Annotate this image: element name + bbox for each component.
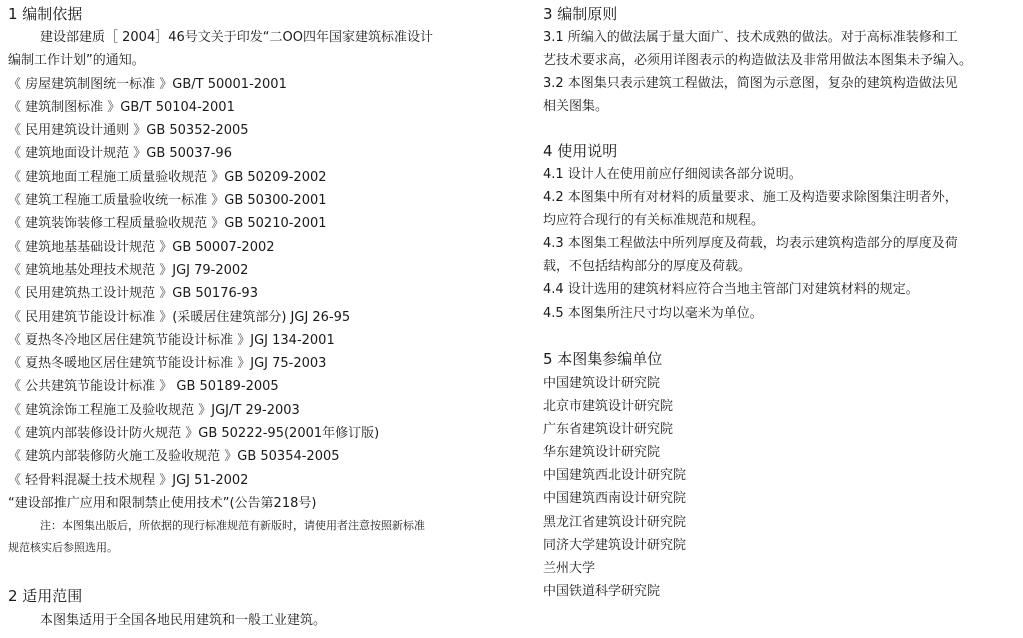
note-line: 注：本图集出版后，所依据的现行标准规范有新版时，请使用者注意按照新标准 (40, 519, 425, 533)
principle-line: 3.2 本图集只表示建筑工程做法，简图为示意图，复杂的建筑构造做法见 (543, 76, 958, 92)
standard-item: 《 民用建筑热工设计规范 》GB 50176-93 (8, 286, 258, 302)
unit-item: 兰州大学 (543, 560, 596, 576)
standard-item: 《 夏热冬冷地区居住建筑节能设计标准 》JGJ 134-2001 (8, 332, 335, 348)
section-2-text: 本图集适用于全国各地民用建筑和一般工业建筑。 (40, 613, 327, 628)
intro-line: 建设部建质［ 2004］46号文关于印发“二OO四年国家建筑标准设计 (40, 30, 433, 45)
standard-item: 《 建筑地基基础设计规范 》GB 50007-2002 (8, 239, 275, 255)
unit-item: 中国建筑西南设计研究院 (543, 491, 687, 507)
unit-item: 同济大学建筑设计研究院 (543, 537, 687, 553)
note-line: 规范核实后参照选用。 (8, 541, 118, 555)
unit-item: 北京市建筑设计研究院 (543, 399, 674, 415)
section-5-heading: 5 本图集参编单位 (543, 350, 663, 368)
usage-line: 均应符合现行的有关标准规范和规程。 (543, 213, 765, 229)
usage-line: 4.5 本图集所注尺寸均以毫米为单位。 (543, 305, 763, 321)
unit-item: 黑龙江省建筑设计研究院 (543, 514, 687, 530)
unit-item: 中国建筑西北设计研究院 (543, 468, 687, 484)
principle-line: 艺技术要求高，必须用详图表示的构造做法及非常用做法本图集未予编入。 (543, 53, 973, 69)
standard-item: 《 建筑制图标准 》GB/T 50104-2001 (8, 99, 235, 115)
unit-item: 中国铁道科学研究院 (543, 583, 661, 599)
standard-item: 《 建筑装饰装修工程质量验收规范 》GB 50210-2001 (8, 216, 327, 232)
section-3-heading: 3 编制原则 (543, 5, 618, 23)
standard-item: 《 夏热冬暖地区居住建筑节能设计标准 》JGJ 75-2003 (8, 356, 327, 372)
section-3-body (543, 26, 972, 118)
standard-item: 《 轻骨料混凝土技术规程 》JGJ 51-2002 (8, 472, 249, 488)
standard-item: 《 建筑地面设计规范 》GB 50037-96 (8, 146, 232, 162)
standard-item: 《 房屋建筑制图统一标准 》GB/T 50001-2001 (8, 76, 287, 92)
section-5-body (543, 372, 686, 603)
intro-line: 编制工作计划”的通知。 (8, 53, 145, 69)
usage-line: 4.4 设计选用的建筑材料应符合当地主管部门对建筑材料的规定。 (543, 282, 919, 298)
section-2-heading: 2 适用范围 (8, 587, 83, 605)
principle-line: 相关图集。 (543, 99, 609, 115)
standard-item: 《 公共建筑节能设计标准 》 GB 50189-2005 (8, 379, 279, 395)
standard-item: 《 建筑涂饰工程施工及验收规范 》JGJ/T 29-2003 (8, 402, 300, 418)
standard-item: 《 民用建筑节能设计标准 》(采暖居住建筑部分) JGJ 26-95 (8, 309, 351, 325)
usage-line: 4.1 设计人在使用前应仔细阅读各部分说明。 (543, 167, 802, 182)
unit-item: 中国建筑设计研究院 (543, 376, 661, 391)
section-1-heading: 1 编制依据 (8, 5, 83, 23)
usage-line: 4.3 本图集工程做法中所列厚度及荷载，均表示建筑构造部分的厚度及荷 (543, 236, 958, 252)
section-4-heading: 4 使用说明 (543, 142, 618, 160)
unit-item: 广东省建筑设计研究院 (543, 422, 674, 438)
usage-line: 4.2 本图集中所有对材料的质量要求、施工及构造要求除图集注明者外， (543, 190, 958, 206)
unit-item: 华东建筑设计研究院 (543, 445, 661, 461)
section-1-body (8, 26, 508, 559)
section-4-body (543, 163, 958, 325)
standard-item: 《 民用建筑设计通则 》GB 50352-2005 (8, 123, 249, 139)
standard-item: 《 建筑工程施工质量验收统一标准 》GB 50300-2001 (8, 193, 327, 209)
standard-item: 《 建筑地面工程施工质量验收规范 》GB 50209-2002 (8, 169, 327, 185)
principle-line: 3.1 所编入的做法属于量大面广、技术成熟的做法。对于高标准装修和工 (543, 30, 958, 45)
usage-line: 载，不包括结构部分的厚度及荷载。 (543, 259, 752, 275)
standard-item: “建设部推广应用和限制禁止使用技术”(公告第218号) (8, 495, 317, 511)
standard-item: 《 建筑内部装修防火施工及验收规范 》GB 50354-2005 (8, 449, 340, 465)
standard-item: 《 建筑内部装修设计防火规范 》GB 50222-95(2001年修订版) (8, 426, 380, 442)
standard-item: 《 建筑地基处理技术规范 》JGJ 79-2002 (8, 262, 249, 278)
